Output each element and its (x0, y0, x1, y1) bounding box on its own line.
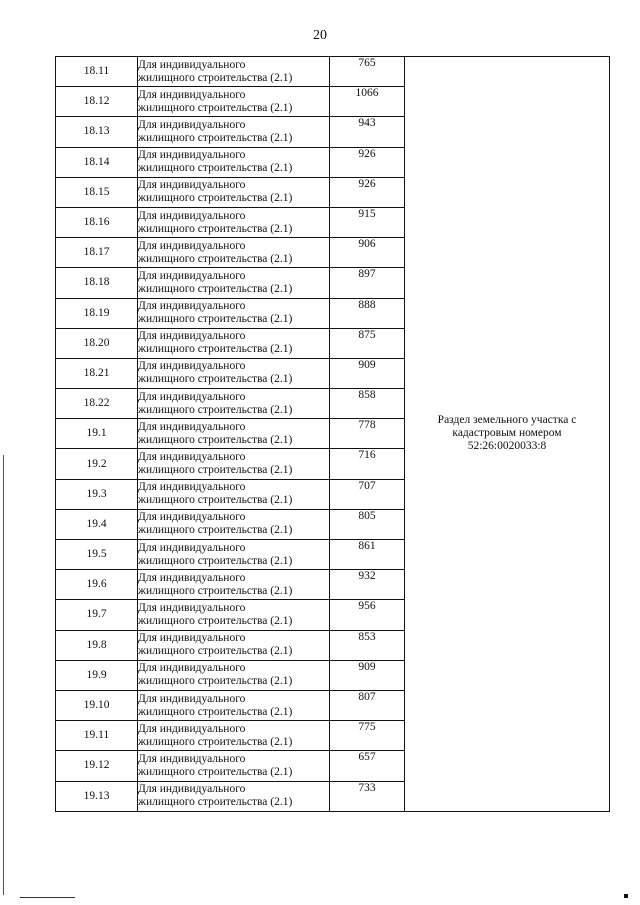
parcel-number-cell: 19.4 (56, 509, 138, 539)
land-use-cell: Для индивидуального жилищного строительства (2.1) (138, 238, 330, 268)
area-cell: 915 (330, 207, 405, 237)
parcel-number-cell: 19.8 (56, 630, 138, 660)
area-cell: 775 (330, 721, 405, 751)
land-use-cell: Для индивидуального жилищного строительства (2.1) (138, 57, 330, 87)
parcel-number-cell: 18.11 (56, 57, 138, 87)
area-cell: 943 (330, 117, 405, 147)
area-cell: 805 (330, 509, 405, 539)
parcel-number-cell: 18.13 (56, 117, 138, 147)
parcel-number-cell: 18.14 (56, 147, 138, 177)
land-use-cell: Для индивидуального жилищного строительства (2.1) (138, 751, 330, 781)
area-cell: 926 (330, 177, 405, 207)
scan-margin-line (3, 455, 4, 895)
land-use-cell: Для индивидуального жилищного строительства (2.1) (138, 781, 330, 811)
land-use-cell: Для индивидуального жилищного строительства (2.1) (138, 570, 330, 600)
area-cell: 807 (330, 690, 405, 720)
parcel-number-cell: 19.12 (56, 751, 138, 781)
parcel-number-cell: 19.6 (56, 570, 138, 600)
parcel-number-cell: 18.19 (56, 298, 138, 328)
land-use-cell: Для индивидуального жилищного строительства (2.1) (138, 630, 330, 660)
area-cell: 778 (330, 419, 405, 449)
area-cell: 926 (330, 147, 405, 177)
land-use-cell: Для индивидуального жилищного строительства (2.1) (138, 117, 330, 147)
land-use-cell: Для индивидуального жилищного строительства (2.1) (138, 600, 330, 630)
land-use-cell: Для индивидуального жилищного строительства (2.1) (138, 479, 330, 509)
land-use-cell: Для индивидуального жилищного строительства (2.1) (138, 660, 330, 690)
parcels-table (55, 56, 610, 812)
land-use-cell: Для индивидуального жилищного строительства (2.1) (138, 449, 330, 479)
area-cell: 897 (330, 268, 405, 298)
parcel-number-cell: 18.21 (56, 358, 138, 388)
area-cell: 858 (330, 389, 405, 419)
area-cell: 932 (330, 570, 405, 600)
area-cell: 861 (330, 540, 405, 570)
footer-mark (624, 894, 628, 898)
land-use-cell: Для индивидуального жилищного строительства (2.1) (138, 207, 330, 237)
land-use-cell: Для индивидуального жилищного строительства (2.1) (138, 358, 330, 388)
area-cell: 733 (330, 781, 405, 811)
page-number: 20 (313, 28, 327, 43)
area-cell: 853 (330, 630, 405, 660)
subdivision-note-cell: Раздел земельного участка с кадастровым номером 52:26:0020033:8 (405, 57, 610, 812)
parcel-number-cell: 18.22 (56, 389, 138, 419)
area-cell: 956 (330, 600, 405, 630)
area-cell: 906 (330, 238, 405, 268)
area-cell: 909 (330, 358, 405, 388)
land-use-cell: Для индивидуального жилищного строительства (2.1) (138, 389, 330, 419)
parcel-number-cell: 18.20 (56, 328, 138, 358)
area-cell: 765 (330, 57, 405, 87)
parcel-number-cell: 19.2 (56, 449, 138, 479)
parcel-rows (56, 57, 610, 812)
land-use-cell: Для индивидуального жилищного строительства (2.1) (138, 147, 330, 177)
land-use-cell: Для индивидуального жилищного строительства (2.1) (138, 328, 330, 358)
area-cell: 888 (330, 298, 405, 328)
land-use-cell: Для индивидуального жилищного строительства (2.1) (138, 419, 330, 449)
footer-rule (20, 897, 75, 898)
land-use-cell: Для индивидуального жилищного строительства (2.1) (138, 540, 330, 570)
parcel-number-cell: 19.9 (56, 660, 138, 690)
parcel-number-cell: 19.10 (56, 690, 138, 720)
land-use-cell: Для индивидуального жилищного строительства (2.1) (138, 721, 330, 751)
parcel-number-cell: 19.11 (56, 721, 138, 751)
area-cell: 909 (330, 660, 405, 690)
area-cell: 1066 (330, 87, 405, 117)
land-use-cell: Для индивидуального жилищного строительства (2.1) (138, 509, 330, 539)
parcel-number-cell: 19.3 (56, 479, 138, 509)
land-use-cell: Для индивидуального жилищного строительства (2.1) (138, 268, 330, 298)
parcel-number-cell: 19.5 (56, 540, 138, 570)
parcel-number-cell: 19.7 (56, 600, 138, 630)
parcel-number-cell: 18.12 (56, 87, 138, 117)
parcel-number-cell: 19.1 (56, 419, 138, 449)
table-row (56, 57, 610, 87)
area-cell: 716 (330, 449, 405, 479)
land-use-cell: Для индивидуального жилищного строительства (2.1) (138, 87, 330, 117)
area-cell: 875 (330, 328, 405, 358)
land-use-cell: Для индивидуального жилищного строительства (2.1) (138, 298, 330, 328)
parcel-number-cell: 18.16 (56, 207, 138, 237)
parcel-number-cell: 18.18 (56, 268, 138, 298)
area-cell: 707 (330, 479, 405, 509)
land-use-cell: Для индивидуального жилищного строительства (2.1) (138, 690, 330, 720)
land-use-cell: Для индивидуального жилищного строительства (2.1) (138, 177, 330, 207)
parcel-number-cell: 18.15 (56, 177, 138, 207)
parcel-number-cell: 18.17 (56, 238, 138, 268)
area-cell: 657 (330, 751, 405, 781)
parcel-number-cell: 19.13 (56, 781, 138, 811)
